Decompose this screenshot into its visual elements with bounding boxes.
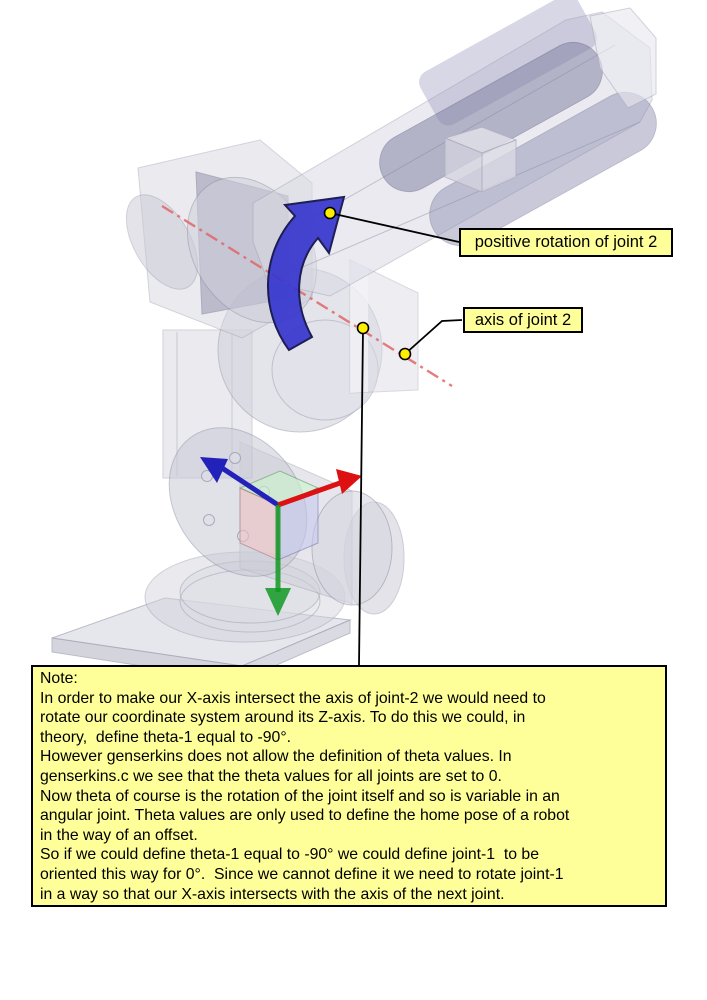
- marker-dot-axis-inner: [358, 323, 369, 334]
- note-line: in the way of an offset.: [40, 826, 198, 844]
- note-line: In order to make our X-axis intersect the axis of joint-2 we would need to: [40, 689, 546, 707]
- note-line: Now theta of course is the rotation of the joint itself and so is variable in an: [40, 787, 560, 805]
- callout-axis-of-joint2-label: axis of joint 2: [463, 307, 583, 333]
- note-line: angular joint. Theta values are only used to define the home pose of a robot: [40, 807, 570, 825]
- callout-positive-rotation-label: positive rotation of joint 2: [459, 228, 673, 257]
- note-line: So if we could define theta-1 equal to -90° we could define joint-1 to be: [40, 846, 539, 864]
- note-line: However genserkins does not allow the definition of theta values. In: [40, 748, 512, 766]
- note-line: in a way so that our X-axis intersects with the axis of the next joint.: [40, 885, 505, 903]
- note-box: [31, 665, 667, 907]
- note-line: oriented this way for 0°. Since we cannot define it we need to rotate joint-1: [40, 865, 564, 883]
- note-line: genserkins.c we see that the theta values for all joints are set to 0.: [40, 767, 502, 785]
- marker-dot-rotation: [325, 208, 336, 219]
- marker-dot-axis-outer: [400, 349, 411, 360]
- note-line: Note:: [40, 670, 78, 687]
- note-line: theory, define theta-1 equal to -90°.: [40, 728, 292, 746]
- note-line: rotate our coordinate system around its Z-axis. To do this we could, in: [40, 709, 526, 727]
